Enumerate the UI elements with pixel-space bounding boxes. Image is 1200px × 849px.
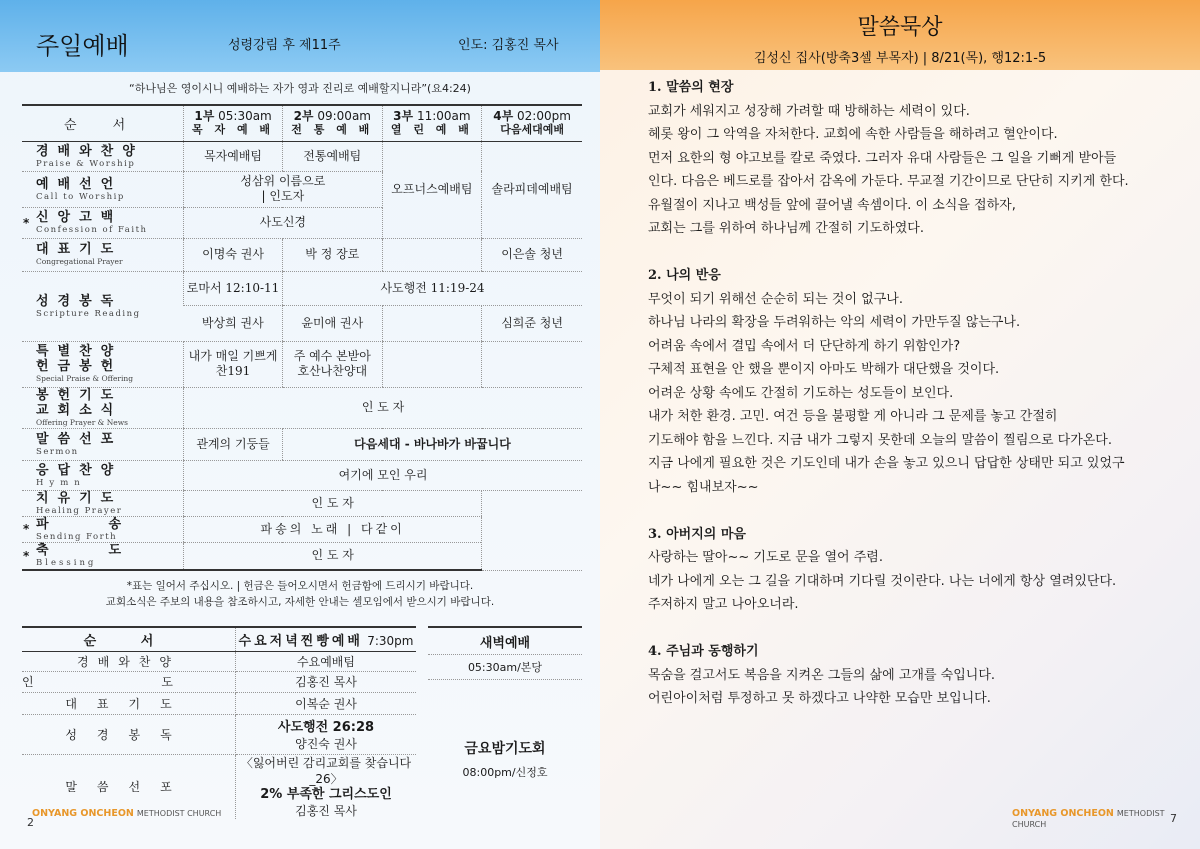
text-line: 어린아이처럼 투정하고 못 하겠다고 나약한 모습만 보입니다. [648, 691, 991, 706]
sunday-order-table [22, 104, 582, 571]
dawn-time: 05:30am/본당 [467, 661, 543, 674]
row-call: 예배선언 Call to Worship 성삼위 이름으로 | 인도자 [22, 171, 582, 207]
order-header-row [22, 105, 582, 141]
dawn-title: 새벽예배 [479, 636, 531, 651]
row-hymn: 응답찬양 Hymn 여기에 모인 우리 [22, 460, 582, 490]
row-scripture-text: 성경봉독 Scripture Reading 로마서 12:10-11 사도행전 11:19-24 [22, 271, 582, 305]
section-title: 3. 아버지의 마음 [648, 526, 746, 542]
service-notes: *표는 일어서 주십시오. | 헌금은 들어오시면서 헌금함에 드리시기 바랍니다. 교회소식은 주보의 내용을 참조하시고, 자세한 안내는 셀모임에서 받으시기 바랍니다. [105, 580, 495, 608]
leader-pastor: 인도: 김홍진 목사 [458, 38, 559, 53]
text-line: 교회가 세워지고 성장해 가려할 때 방해하는 세력이 있다. [648, 103, 970, 119]
service-2: 2부 09:00am 전 통 예 배 [282, 105, 382, 141]
row-praise: 경배와찬양 Praise & Worship 목자예배팀 전통예배팀 오프너스예배팀 솔라피데예배팀 [22, 141, 582, 171]
text-line: 주저하지 말고 나아오너라. [648, 597, 799, 612]
church-logo-right: ONYANG ONCHEON METHODIST CHURCH [1012, 808, 1165, 829]
wed-row: 대표기도 이복순 권사 [22, 692, 416, 714]
row-offering: 봉헌기도 교회소식 Offering Prayer & News 인 도 자 [22, 387, 582, 428]
row-sending: * 파송 Sending Forth 파송의 노래 | 다같이 [22, 516, 582, 542]
wed-row: 인 도 김홍진 목사 [22, 671, 416, 692]
wednesday-order-table [22, 626, 416, 819]
text-line: 목숨을 걸고서도 복음을 지켜온 그들의 삶에 고개를 숙입니다. [648, 667, 996, 683]
text-line: 내가 처한 환경. 고민. 여건 등을 불평할 게 아니라 그 문제를 놓고 간절히 [648, 409, 1058, 424]
text-line: 유월절이 지나고 백성들 앞에 끌어낼 속셈이다. 이 소식을 접하자, [648, 197, 1016, 213]
text-line: 기도해야 함을 느낀다. 지금 내가 그렇지 못한데 오늘의 말씀이 찔림으로 다가온다. [648, 432, 1113, 448]
text-line: 헤롯 왕이 그 악역을 자처한다. 교회에 속한 사람들을 해하려고 혈안이다. [648, 127, 1058, 142]
text-line: 사랑하는 딸아~~ 기도로 문을 열어 주렴. [648, 550, 883, 565]
service-3: 3부 11:00am 열 린 예 배 [382, 105, 482, 141]
col3-team: 오프너스예배팀 [382, 141, 482, 238]
text-line: 무엇이 되기 위해선 순순히 되는 것이 없구나. [648, 291, 903, 307]
wed-row: 성경봉독 사도행전 26:28 양진숙 권사 [22, 714, 416, 754]
text-line: 지금 나에게 필요한 것은 기도인데 내가 손을 놓고 있으니 답답한 상태만 되고 있었구 [648, 456, 1125, 471]
left-header [0, 0, 600, 72]
text-line: 어려운 상황 속에도 간절히 기도하는 성도들이 보인다. [648, 385, 954, 401]
text-line: 나~~ 힘내보자~~ [648, 479, 759, 495]
row-special: 특별찬양 헌금봉헌 Special Praise & Offering 내가 매일 기쁘게 찬191 주 예수 본받아 호산나찬양대 [22, 341, 582, 387]
page-number-left: 2 [27, 816, 34, 829]
wed-row: 말씀선포 〈잃어버린 감리교회를 찾습니다_26〉 2% 부족한 그리스도인 김홍진 목사 [22, 754, 416, 819]
friday-time: 08:00pm/신정호 [462, 766, 548, 779]
meditation-author: 김성신 집사(방축3셀 부목자) | 8/21(목), 행12:1-5 [753, 51, 1047, 66]
text-line: 네가 나에게 오는 그 길을 기대하며 기다릴 것이란다. 나는 너에게 항상 열려있단다. [648, 573, 1117, 589]
section-title: 4. 주님과 동행하기 [648, 644, 759, 659]
section-title: 2. 나의 반응 [648, 268, 721, 283]
row-prayer: 대표기도 Congregational Prayer 이명숙 권사 박 정 장로 이은솔 청년 [22, 238, 582, 271]
wed-row: 경배와찬양 수요예배팀 [22, 651, 416, 671]
text-line: 구체적 표현을 안 했을 뿐이지 아마도 박해가 대단했을 것이다. [648, 362, 1000, 377]
text-line: 인다. 다음은 베드로를 잡아서 감옥에 가둔다. 무교절 기간이므로 단단히 지키게 한다. [648, 174, 1129, 189]
order-header-label: 순 서 [22, 105, 184, 141]
row-faith: * 신앙고백 Confession of Faith 사도신경 [22, 207, 582, 238]
theme-verse: “하나님은 영이시니 예배하는 자가 영과 진리로 예배할지니라”(요4:24) [129, 82, 471, 95]
meditation-title: 말씀묵상 [857, 15, 943, 40]
row-blessing: * 축도 Blessing 인 도 자 [22, 542, 582, 570]
page-title: 주일예배 [36, 32, 129, 60]
page-number-right: 7 [1170, 812, 1177, 825]
row-scripture-reader: 박상희 권사 윤미애 권사 심희준 청년 [22, 305, 582, 341]
service-1: 1부 05:30am 목 자 예 배 [184, 105, 283, 141]
col4-team: 솔라피데예배팀 [482, 141, 582, 238]
text-line: 하나님 나라의 확장을 두려워하는 악의 세력이 가만두질 않는구나. [648, 315, 1021, 330]
wed-header-row: 순 서 수요저녁찐빵예배 7:30pm [22, 627, 416, 651]
section-title: 1. 말씀의 현장 [648, 80, 734, 95]
row-sermon: 말씀선포 Sermon 관계의 기둥들 다음세대 - 바나바가 바꿉니다 [22, 428, 582, 460]
liturgical-week: 성령강림 후 제11주 [228, 38, 341, 53]
text-line: 먼저 요한의 형 야고보를 칼로 죽였다. 그러자 유대 사람들은 그 일을 기뻐게 받아들 [648, 150, 1117, 166]
row-healing: 치유기도 Healing Prayer 인 도 자 [22, 490, 582, 516]
right-header [600, 0, 1200, 70]
weekday-prayer-box [428, 626, 582, 806]
text-line: 교회는 그를 위하여 하나님께 간절히 기도하였다. [648, 221, 924, 236]
text-line: 어려움 속에서 결밉 속에서 더 단단하게 하기 위함인가? [648, 338, 961, 354]
service-4: 4부 02:00pm 다음세대예배 [482, 105, 582, 141]
church-logo-left: ONYANG ONCHEON METHODIST CHURCH [32, 808, 222, 819]
meditation-body [648, 76, 1178, 711]
friday-title: 금요밤기도회 [464, 741, 546, 757]
right-page [600, 0, 1200, 849]
